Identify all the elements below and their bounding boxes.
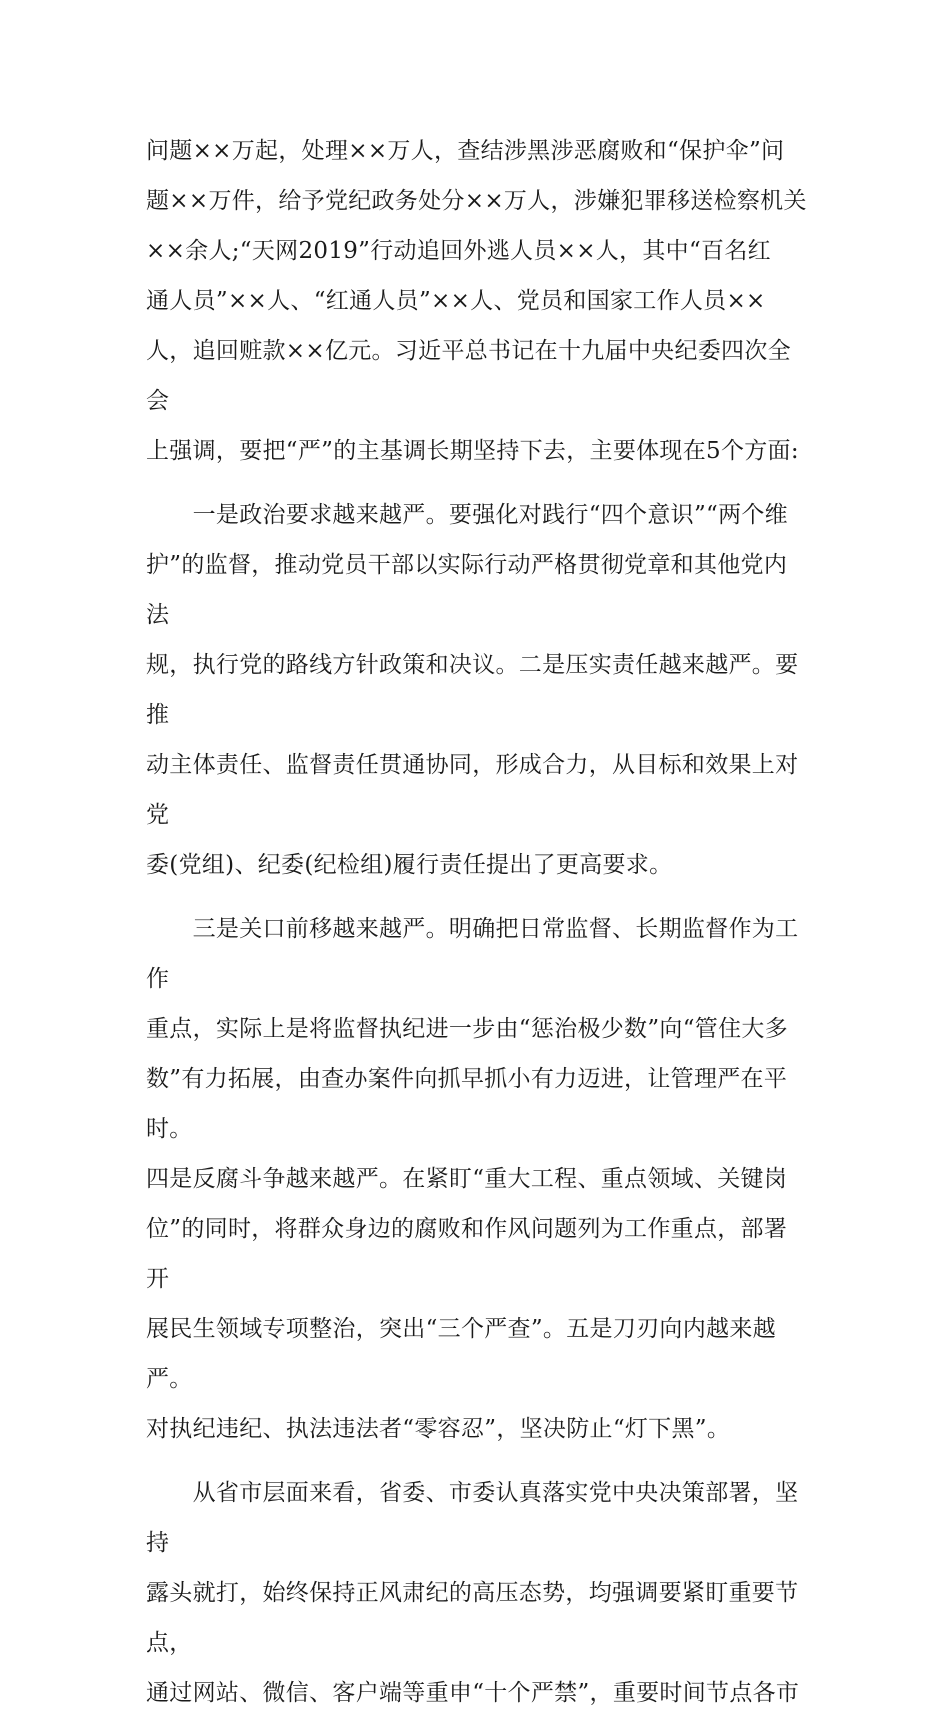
paragraph-4: 从省市层面来看，省委、市委认真落实党中央决策部署，坚持 露头就打，始终保持正风肃纪的高压态势，均强调要紧盯重要节点， 通过网站、微信、客户端等重申“十个严禁”，重要时间节点各市 xyxy=(146,1480,800,1706)
paragraph-3: 三是关口前移越来越严。明确把日常监督、长期监督作为工作 重点，实际上是将监督执纪进一步由“惩治极少数”向“管住大多 数”有力拓展，由查办案件向抓早抓小有力迈进，让管理严在平时。 四是反腐斗争越来越严。在紧盯“重大工程、重点领域、关键岗 位”的同时，将群众身边的腐败和作风问题列为工作重点，部署开 展民生领域专项整治，突出“三个严查”。五是刀刃向内越来越严。 对执纪违纪、执法违法者“零容忍”，坚决防止“灯下黑”。 xyxy=(146,916,799,1442)
paragraph-2: 一是政治要求越来越严。要强化对践行“四个意识”“两个维 护”的监督，推动党员干部以实际行动严格贯彻党章和其他党内法 规，执行党的路线方针政策和决议。二是压实责任越来越严。要推 动主体责任、监督责任贯通协同，形成合力，从目标和效果上对党 委(党组)、纪委(纪检组)履行责任提出了更高要求。 xyxy=(146,502,799,878)
document-body xyxy=(146,126,810,1718)
paragraph-1: 问题××万起，处理××万人，查结涉黑涉恶腐败和“保护伞”问 题××万件，给予党纪政务处分××万人，涉嫌犯罪移送检察机关 ××余人;“天网2019”行动追回外逃人员××人，其中“百名红 通人员”××人、“红通人员”××人、党员和国家工作人员×× 人，追回赃款××亿元。习近平总书记在十九届中央纪委四次全会 上强调，要把“严”的主基调长期坚持下去，主要体现在5个方面: xyxy=(146,138,807,464)
